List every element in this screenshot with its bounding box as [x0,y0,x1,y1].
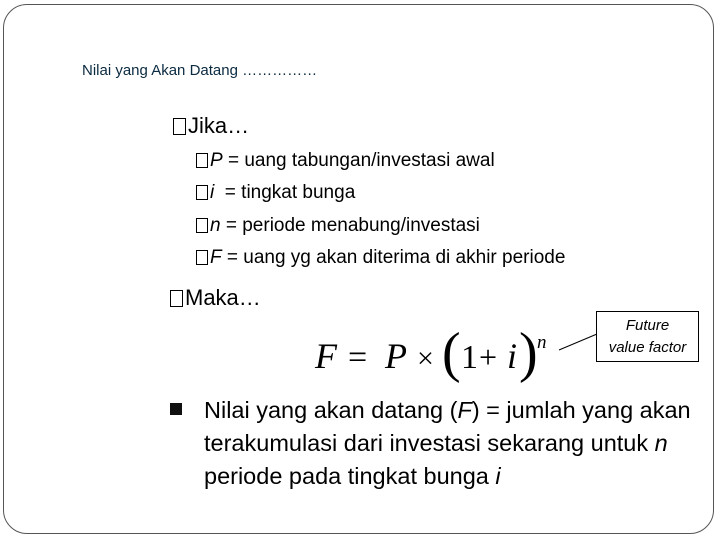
formula-one: 1 [461,339,478,376]
formula-i: i [507,336,518,376]
formula-close-paren: ) [519,322,538,384]
jika-label: Jika… [188,113,250,138]
note-text: ) = jumlah yang akan terakumulasi dari investasi sekarang untuk [204,397,691,456]
note-text: periode pada tingkat bunga [204,463,496,489]
note-var-i: i [495,463,501,489]
definition-text: = tingkat bunga [214,182,356,203]
bullet-box-icon [170,290,183,307]
callout-line-2: value factor [608,339,687,356]
note-var-n: n [654,430,668,456]
slide-title: Nilai yang Akan Datang …………… [82,62,318,79]
definition-var: P [210,150,223,171]
definition-var: i [210,182,215,203]
maka-heading [170,285,261,311]
formula-F: F [315,336,337,376]
bullet-box-icon [196,153,208,168]
bullet-box-icon [196,250,208,265]
formula-P: P [385,336,407,376]
definition-item [196,247,565,269]
definition-note [204,394,694,493]
formula-open-paren: ( [442,322,461,384]
maka-label: Maka… [185,285,261,310]
note-text: Nilai yang akan datang ( [204,397,458,423]
definition-item [196,215,480,237]
definition-var: F [210,247,222,268]
definition-var: n [210,215,221,236]
future-value-formula [312,322,556,384]
bullet-box-icon [196,218,208,233]
definition-text: = uang tabungan/investasi awal [222,150,495,171]
formula-exponent: n [537,332,547,353]
bullet-box-icon [196,185,208,200]
note-var-F: F [457,397,472,423]
definition-text: = periode menabung/investasi [220,215,480,236]
formula-equals: = [348,339,368,376]
definition-text: = uang yg akan diterima di akhir periode [221,247,566,268]
callout-line-1: Future [625,317,670,334]
definition-item [196,182,355,204]
formula-plus: + [479,339,498,375]
future-value-factor-callout [596,311,699,362]
formula-times: × [417,342,434,375]
bullet-box-icon [173,118,186,135]
jika-heading [173,113,249,139]
bullet-square-icon [170,403,182,415]
definition-item [196,150,495,172]
